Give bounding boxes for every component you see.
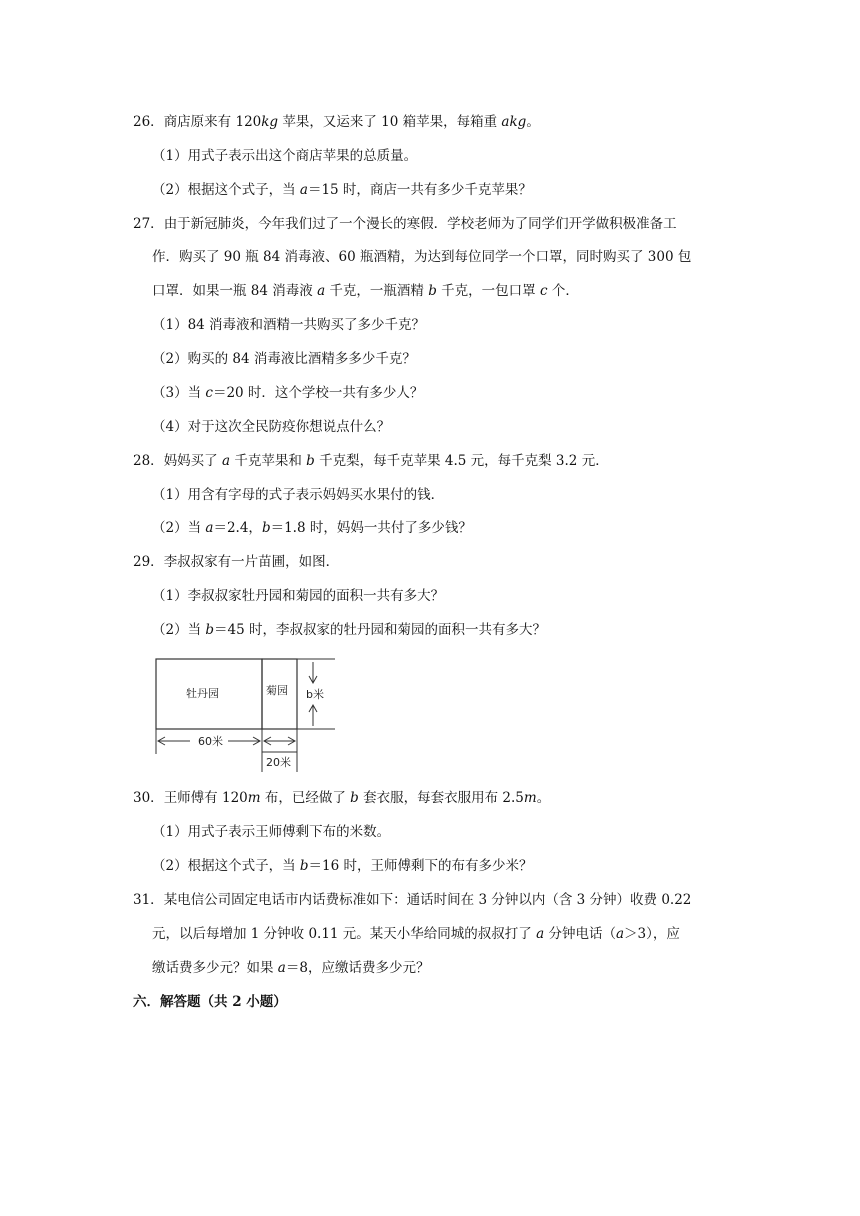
q31-stem-line1: 31．某电信公司固定电话市内话费标准如下：通话时间在 3 分钟以内（含 3 分钟）收费 0.22 bbox=[133, 892, 692, 908]
width1-label: 60米 bbox=[198, 735, 223, 748]
q27-sub4: （4）对于这次全民防疫你想说点什么？ bbox=[152, 419, 391, 435]
q28-sub1: （1）用含有字母的式子表示妈妈买水果付的钱． bbox=[152, 487, 445, 503]
peony-garden-label: 牡丹园 bbox=[186, 687, 219, 700]
q28-stem: 28．妈妈买了 a 千克苹果和 b 千克梨，每千克苹果 4.5 元，每千克梨 3.2 元． bbox=[133, 453, 609, 469]
q28-sub2: （2）当 a＝2.4，b＝1.8 时，妈妈一共付了多少钱？ bbox=[152, 520, 472, 536]
q30-sub2: （2）根据这个式子，当 b＝16 时，王师傅剩下的布有多少米？ bbox=[152, 858, 533, 874]
q27-stem-line1: 27．由于新冠肺炎，今年我们过了一个漫长的寒假．学校老师为了同学们开学做积极准备工 bbox=[133, 216, 677, 232]
q30-sub1: （1）用式子表示王师傅剩下布的米数。 bbox=[152, 824, 391, 840]
q27-sub3: （3）当 c＝20 时．这个学校一共有多少人？ bbox=[152, 385, 424, 401]
chrysanthemum-garden-label: 菊园 bbox=[266, 684, 288, 697]
nursery-diagram-svg bbox=[150, 654, 340, 772]
q29-stem: 29．李叔叔家有一片苗圃，如图． bbox=[133, 554, 340, 570]
nursery-diagram bbox=[150, 654, 340, 772]
q29-sub2: （2）当 b＝45 时，李叔叔家的牡丹园和菊园的面积一共有多大？ bbox=[152, 622, 547, 638]
q30-stem: 30．王师傅有 120m 布，已经做了 b 套衣服，每套衣服用布 2.5m。 bbox=[133, 790, 551, 806]
width2-label: 20米 bbox=[266, 756, 291, 769]
q27-stem-line3: 口罩．如果一瓶 84 消毒液 a 千克，一瓶酒精 b 千克，一包口罩 c 个． bbox=[152, 283, 579, 299]
q27-sub1: （1）84 消毒液和酒精一共购买了多少千克？ bbox=[152, 317, 426, 333]
q29-sub1: （1）李叔叔家牡丹园和菊园的面积一共有多大？ bbox=[152, 588, 445, 604]
q31-stem-line2: 元，以后每增加 1 分钟收 0.11 元。某天小华给同城的叔叔打了 a 分钟电话（a＞3），应 bbox=[152, 926, 680, 942]
q26-sub1: （1）用式子表示出这个商店苹果的总质量。 bbox=[152, 148, 418, 164]
section-six-heading: 六．解答题（共 2 小题） bbox=[133, 994, 287, 1010]
q27-stem-line2: 作．购买了 90 瓶 84 消毒液、60 瓶酒精，为达到每位同学一个口罩，同时购买了 300 包 bbox=[152, 249, 692, 265]
q26-stem: 26．商店原来有 120kg 苹果，又运来了 10 箱苹果，每箱重 akg。 bbox=[133, 114, 540, 130]
q27-sub2: （2）购买的 84 消毒液比酒精多多少千克？ bbox=[152, 351, 416, 367]
q26-sub2: （2）根据这个式子，当 a＝15 时，商店一共有多少千克苹果？ bbox=[152, 182, 532, 198]
height-label: b米 bbox=[306, 688, 324, 701]
q31-stem-line3: 缴话费多少元？如果 a＝8，应缴话费多少元？ bbox=[152, 960, 430, 976]
